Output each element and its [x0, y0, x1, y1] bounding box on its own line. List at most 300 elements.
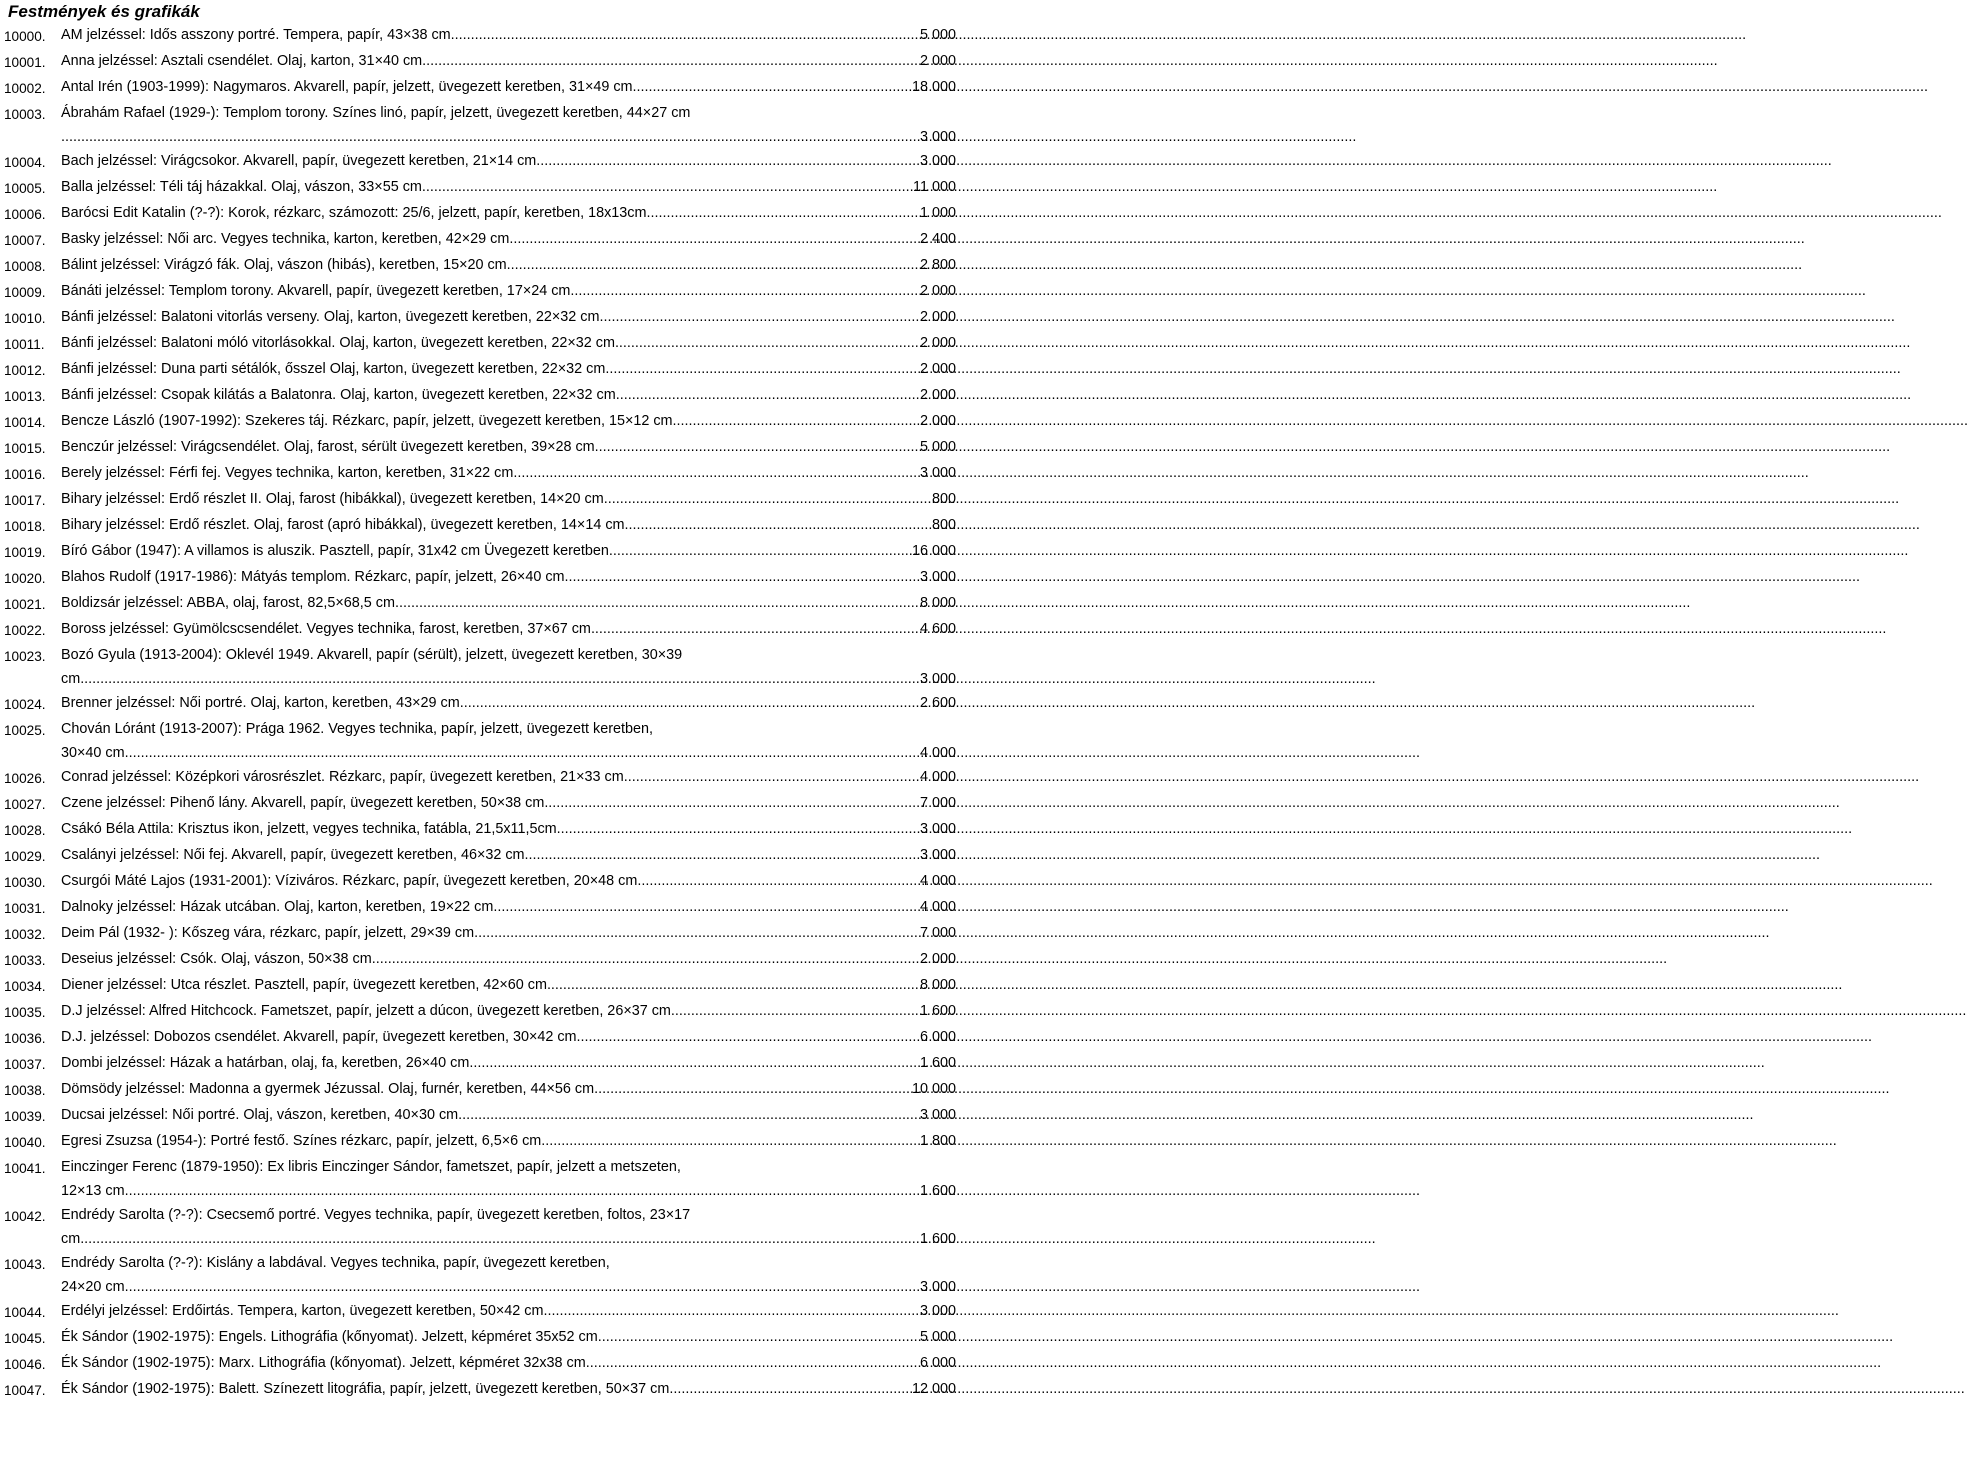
lot-item: [4, 765, 956, 791]
lot-item: [4, 791, 956, 817]
description-text: Antal Irén (1903-1999): Nagymaros. Akvarell, papír, jelzett, üvegezett keretben, 31×49 cm: [61, 79, 633, 95]
dot-leader: [565, 565, 920, 589]
dot-leader: [458, 1103, 920, 1127]
lot-description: [61, 331, 956, 355]
lot-description: [61, 947, 956, 971]
lot-item: [4, 101, 956, 149]
description-line: [61, 279, 956, 303]
lot-item: [4, 1325, 956, 1351]
lot-description: [61, 617, 956, 641]
lot-price: 2 800: [919, 257, 956, 273]
lot-number: 10007.: [4, 233, 46, 248]
lot-item: [4, 1377, 956, 1403]
lot-description: [61, 869, 956, 893]
lot-item: [4, 947, 956, 973]
lot-item: [4, 487, 956, 513]
lot-price: 4 600: [919, 621, 956, 637]
lot-price: 3 000: [919, 465, 956, 481]
lot-item: [4, 331, 956, 357]
dot-leader: [570, 279, 920, 303]
lot-description: [61, 1129, 956, 1153]
description-line: [61, 409, 956, 433]
lot-description: [61, 791, 956, 815]
lot-price: 800: [931, 517, 956, 533]
lot-price: 2 000: [919, 309, 956, 325]
lot-number: 10023.: [4, 649, 46, 664]
description-line: [61, 1377, 956, 1401]
lot-description: [61, 765, 956, 789]
description-line: [61, 947, 956, 971]
description-line: [61, 565, 956, 589]
lot-price: 1 600: [919, 1055, 956, 1071]
description-line: [61, 741, 956, 765]
lot-item: [4, 227, 956, 253]
description-line: [61, 869, 956, 893]
description-line: [61, 999, 956, 1023]
lot-price: 2 400: [919, 231, 956, 247]
lot-price: 1 800: [919, 1133, 956, 1149]
lot-price: 10 000: [911, 1081, 956, 1097]
description-text: Berely jelzéssel: Férfi fej. Vegyes technika, karton, keretben, 31×22 cm: [61, 465, 514, 481]
lot-item: [4, 691, 956, 717]
lot-item: [4, 869, 956, 895]
description-line: [61, 1025, 956, 1049]
lot-description: [61, 435, 956, 459]
dot-leader: [125, 1275, 920, 1299]
lot-item: [4, 149, 956, 175]
lot-list: [4, 23, 956, 1403]
description-line: [61, 331, 956, 355]
dot-leader: [474, 921, 920, 945]
lot-price: 2 000: [919, 335, 956, 351]
lot-number: 10044.: [4, 1305, 46, 1320]
lot-description: [61, 843, 956, 867]
lot-number: 10003.: [4, 107, 46, 122]
lot-item: [4, 643, 956, 691]
lot-price: 7 000: [919, 795, 956, 811]
dot-leader: [625, 513, 932, 537]
lot-price: 3 000: [919, 821, 956, 837]
lot-number: 10041.: [4, 1161, 46, 1176]
dot-leader: [125, 1179, 920, 1203]
lot-number: 10025.: [4, 723, 46, 738]
description-line: [61, 227, 956, 251]
description-line: [61, 591, 956, 615]
description-line: [61, 357, 956, 381]
description-text: Balla jelzéssel: Téli táj házakkal. Olaj, vászon, 33×55 cm: [61, 179, 422, 195]
dot-leader: [613, 539, 912, 563]
description-line: [61, 539, 956, 563]
description-text: Bánfi jelzéssel: Balatoni vitorlás verseny. Olaj, karton, üvegezett keretben, 22×32 cm: [61, 309, 600, 325]
lot-description: [61, 895, 956, 919]
lot-description: [61, 23, 956, 47]
lot-description: [61, 357, 956, 381]
lot-number: 10037.: [4, 1057, 46, 1072]
description-text: Erdélyi jelzéssel: Erdőirtás. Tempera, karton, üvegezett keretben, 50×42 cm: [61, 1303, 544, 1319]
description-line: [61, 435, 956, 459]
dot-leader: [525, 843, 920, 867]
lot-item: [4, 435, 956, 461]
lot-description: [61, 487, 956, 511]
description-line: [61, 1103, 956, 1127]
lot-item: [4, 1129, 956, 1155]
lot-description: [61, 279, 956, 303]
description-text: 24×20 cm: [61, 1279, 125, 1295]
dot-leader: [507, 253, 920, 277]
lot-item: [4, 75, 956, 101]
description-text: Deseius jelzéssel: Csók. Olaj, vászon, 50×38 cm: [61, 951, 372, 967]
description-line: [61, 1251, 956, 1275]
lot-price: 1 600: [919, 1183, 956, 1199]
description-text: 30×40 cm: [61, 745, 125, 761]
description-line: [61, 1275, 956, 1299]
description-text: Bánfi jelzéssel: Duna parti sétálók, ősszel Olaj, karton, üvegezett keretben, 22×32 cm: [61, 361, 606, 377]
lot-item: [4, 817, 956, 843]
lot-number: 10027.: [4, 797, 46, 812]
lot-price: 3 000: [919, 569, 956, 585]
lot-description: [61, 461, 956, 485]
description-text: cm: [61, 671, 81, 687]
description-line: [61, 23, 956, 47]
description-line: [61, 817, 956, 841]
description-text: Bach jelzéssel: Virágcsokor. Akvarell, papír, üvegezett keretben, 21×14 cm: [61, 153, 537, 169]
lot-description: [61, 1203, 956, 1251]
lot-price: 1 000: [919, 205, 956, 221]
lot-item: [4, 201, 956, 227]
description-text: Chován Lóránt (1913-2007): Prága 1962. Vegyes technika, papír, jelzett, üvegezett keretben,: [61, 721, 654, 737]
dot-leader: [372, 947, 920, 971]
lot-number: 10022.: [4, 623, 46, 638]
description-text: Ducsai jelzéssel: Női portré. Olaj, vászon, keretben, 40×30 cm: [61, 1107, 459, 1123]
lot-description: [61, 1155, 956, 1203]
lot-description: [61, 643, 956, 691]
lot-price: 4 000: [919, 873, 956, 889]
lot-item: [4, 279, 956, 305]
lot-price: 1 600: [919, 1231, 956, 1247]
lot-item: [4, 591, 956, 617]
lot-number: 10039.: [4, 1109, 46, 1124]
lot-number: 10032.: [4, 927, 46, 942]
lot-description: [61, 75, 956, 99]
dot-leader: [61, 125, 920, 149]
catalog-page: [0, 1, 960, 1403]
description-line: [61, 617, 956, 641]
description-text: Csurgói Máté Lajos (1931-2001): Víziváros. Rézkarc, papír, üvegezett keretben, 20×48 cm: [61, 873, 638, 889]
lot-price: 6 000: [919, 1355, 956, 1371]
description-line: [61, 125, 956, 149]
lot-price: 2 000: [919, 413, 956, 429]
lot-description: [61, 921, 956, 945]
lot-price: 2 000: [919, 361, 956, 377]
description-line: [61, 1203, 956, 1227]
lot-price: 12 000: [911, 1381, 956, 1397]
description-text: Conrad jelzéssel: Középkori városrészlet. Rézkarc, papír, üvegezett keretben, 21×33 cm: [61, 769, 624, 785]
description-line: [61, 765, 956, 789]
dot-leader: [451, 23, 920, 47]
dot-leader: [80, 667, 920, 691]
lot-description: [61, 973, 956, 997]
lot-item: [4, 23, 956, 49]
lot-number: 10021.: [4, 597, 46, 612]
description-text: Dömsödy jelzéssel: Madonna a gyermek Jézussal. Olaj, furnér, keretben, 44×56 cm: [61, 1081, 595, 1097]
lot-number: 10004.: [4, 155, 46, 170]
dot-leader: [624, 765, 920, 789]
dot-leader: [422, 175, 913, 199]
description-text: Ábrahám Rafael (1929-): Templom torony. Színes linó, papír, jelzett, üvegezett keretben, 44×27 cm: [61, 105, 691, 121]
lot-item: [4, 1077, 956, 1103]
lot-item: [4, 253, 956, 279]
lot-item: [4, 717, 956, 765]
description-line: [61, 1129, 956, 1153]
description-text: Ék Sándor (1902-1975): Balett. Színezett litográfia, papír, jelzett, üvegezett keretben, 50×37 cm: [61, 1381, 670, 1397]
lot-price: 3 000: [919, 1279, 956, 1295]
dot-leader: [616, 383, 920, 407]
lot-price: 5 000: [919, 1329, 956, 1345]
lot-description: [61, 1025, 956, 1049]
dot-leader: [598, 1325, 920, 1349]
lot-item: [4, 305, 956, 331]
lot-price: 18 000: [911, 79, 956, 95]
lot-description: [61, 1051, 956, 1075]
lot-description: [61, 513, 956, 537]
lot-description: [61, 149, 956, 173]
lot-item: [4, 1299, 956, 1325]
lot-item: [4, 1155, 956, 1203]
description-line: [61, 49, 956, 73]
lot-price: 2 000: [919, 951, 956, 967]
description-text: Endrédy Sarolta (?-?): Kislány a labdával. Vegyes technika, papír, üvegezett keretben,: [61, 1255, 610, 1271]
lot-number: 10042.: [4, 1209, 46, 1224]
dot-leader: [604, 487, 932, 511]
lot-item: [4, 1351, 956, 1377]
lot-price: 8 000: [919, 977, 956, 993]
lot-number: 10043.: [4, 1257, 46, 1272]
lot-number: 10034.: [4, 979, 46, 994]
lot-description: [61, 1377, 956, 1401]
dot-leader: [595, 435, 920, 459]
lot-price: 3 000: [919, 1303, 956, 1319]
description-line: [61, 1051, 956, 1075]
dot-leader: [544, 791, 920, 815]
dot-leader: [80, 1227, 920, 1251]
description-text: Bánfi jelzéssel: Balatoni móló vitorlásokkal. Olaj, karton, üvegezett keretben, 22×32 cm: [61, 335, 615, 351]
dot-leader: [543, 1299, 920, 1323]
description-text: D.J jelzéssel: Alfred Hitchcock. Fametszet, papír, jelzett a dúcon, üvegezett keretben, 26×37 cm: [61, 1003, 671, 1019]
dot-leader: [577, 1025, 920, 1049]
dot-leader: [669, 1377, 912, 1401]
description-text: Bíró Gábor (1947): A villamos is aluszik. Pasztell, papír, 31x42 cm Üvegezett keretben.: [61, 543, 613, 559]
lot-description: [61, 1351, 956, 1375]
lot-price: 2 000: [919, 283, 956, 299]
lot-description: [61, 565, 956, 589]
lot-number: 10038.: [4, 1083, 46, 1098]
description-text: Diener jelzéssel: Utca részlet. Pasztell, papír, üvegezett keretben, 42×60 cm: [61, 977, 547, 993]
lot-price: 3 000: [919, 153, 956, 169]
dot-leader: [599, 305, 920, 329]
lot-number: 10002.: [4, 81, 46, 96]
lot-number: 10017.: [4, 493, 46, 508]
description-text: Czene jelzéssel: Pihenő lány. Akvarell, papír, üvegezett keretben, 50×38 cm: [61, 795, 545, 811]
description-text: Boldizsár jelzéssel: ABBA, olaj, farost, 82,5×68,5 cm: [61, 595, 395, 611]
lot-number: 10040.: [4, 1135, 46, 1150]
description-text: Egresi Zsuzsa (1954-): Portré festő. Színes rézkarc, papír, jelzett, 6,5×6 cm: [61, 1133, 542, 1149]
lot-description: [61, 591, 956, 615]
lot-number: 10006.: [4, 207, 46, 222]
lot-description: [61, 1077, 956, 1101]
lot-number: 10029.: [4, 849, 46, 864]
lot-description: [61, 409, 956, 433]
description-line: [61, 1155, 956, 1179]
lot-item: [4, 383, 956, 409]
lot-number: 10020.: [4, 571, 46, 586]
lot-number: 10031.: [4, 901, 46, 916]
description-line: [61, 973, 956, 997]
lot-price: 3 000: [919, 847, 956, 863]
description-line: [61, 253, 956, 277]
lot-description: [61, 383, 956, 407]
description-text: Dalnoky jelzéssel: Házak utcában. Olaj, karton, keretben, 19×22 cm: [61, 899, 494, 915]
lot-number: 10019.: [4, 545, 46, 560]
description-text: Bihary jelzéssel: Erdő részlet II. Olaj, farost (hibákkal), üvegezett keretben, 14×20 cm: [61, 491, 604, 507]
lot-number: 10015.: [4, 441, 46, 456]
lot-description: [61, 201, 956, 225]
lot-item: [4, 49, 956, 75]
lot-number: 10046.: [4, 1357, 46, 1372]
dot-leader: [586, 1351, 920, 1375]
lot-item: [4, 513, 956, 539]
lot-price: 6 000: [919, 1029, 956, 1045]
lot-item: [4, 409, 956, 435]
lot-number: 10009.: [4, 285, 46, 300]
dot-leader: [395, 591, 920, 615]
lot-number: 10011.: [4, 337, 45, 352]
lot-description: [61, 1325, 956, 1349]
lot-number: 10036.: [4, 1031, 46, 1046]
dot-leader: [536, 149, 920, 173]
dot-leader: [547, 973, 920, 997]
description-line: [61, 921, 956, 945]
dot-leader: [125, 741, 920, 765]
description-text: Bálint jelzéssel: Virágzó fák. Olaj, vászon (hibás), keretben, 15×20 cm: [61, 257, 507, 273]
description-text: AM jelzéssel: Idős asszony portré. Tempera, papír, 43×38 cm: [61, 27, 451, 43]
lot-number: 10001.: [4, 55, 46, 70]
lot-price: 4 000: [919, 899, 956, 915]
lot-description: [61, 717, 956, 765]
lot-price: 3 000: [919, 129, 956, 145]
lot-item: [4, 539, 956, 565]
description-text: Benczúr jelzéssel: Virágcsendélet. Olaj, farost, sérült üvegezett keretben, 39×28 cm: [61, 439, 595, 455]
description-line: [61, 1299, 956, 1323]
lot-price: 2 600: [919, 695, 956, 711]
description-line: [61, 461, 956, 485]
description-line: [61, 175, 956, 199]
description-line: [61, 201, 956, 225]
dot-leader: [460, 691, 920, 715]
description-line: [61, 513, 956, 537]
lot-price: 3 000: [919, 1107, 956, 1123]
lot-price: 1 600: [919, 1003, 956, 1019]
lot-number: 10000.: [4, 29, 46, 44]
description-line: [61, 667, 956, 691]
lot-price: 5 000: [919, 439, 956, 455]
description-text: Basky jelzéssel: Női arc. Vegyes technika, karton, keretben, 42×29 cm: [61, 231, 510, 247]
dot-leader: [422, 49, 920, 73]
lot-number: 10012.: [4, 363, 46, 378]
description-text: Csákó Béla Attila: Krisztus ikon, jelzett, vegyes technika, fatábla, 21,5x11,5cm: [61, 821, 557, 837]
lot-price: 4 000: [919, 769, 956, 785]
dot-leader: [673, 409, 920, 433]
description-text: Ék Sándor (1902-1975): Engels. Lithográfia (kőnyomat). Jelzett, képméret 35x52 cm: [61, 1329, 598, 1345]
lot-number: 10014.: [4, 415, 46, 430]
lot-item: [4, 1025, 956, 1051]
description-line: [61, 717, 956, 741]
lot-number: 10030.: [4, 875, 46, 890]
dot-leader: [615, 331, 920, 355]
lot-item: [4, 617, 956, 643]
description-text: Brenner jelzéssel: Női portré. Olaj, karton, keretben, 43×29 cm: [61, 695, 460, 711]
lot-price: 8 000: [919, 595, 956, 611]
lot-price: 2 000: [919, 53, 956, 69]
lot-item: [4, 1051, 956, 1077]
lot-item: [4, 895, 956, 921]
dot-leader: [509, 227, 920, 251]
lot-description: [61, 305, 956, 329]
description-line: [61, 1227, 956, 1251]
description-text: Bozó Gyula (1913-2004): Oklevél 1949. Akvarell, papír (sérült), jelzett, üvegezett keretben, 30×39: [61, 647, 683, 663]
lot-description: [61, 999, 956, 1023]
lot-price: 3 000: [919, 671, 956, 687]
lot-description: [61, 253, 956, 277]
dot-leader: [633, 75, 912, 99]
dot-leader: [605, 357, 920, 381]
description-text: Deim Pál (1932- ): Kőszeg vára, rézkarc, papír, jelzett, 29×39 cm: [61, 925, 475, 941]
lot-description: [61, 175, 956, 199]
description-text: Dombi jelzéssel: Házak a határban, olaj, fa, keretben, 26×40 cm: [61, 1055, 470, 1071]
description-text: 12×13 cm: [61, 1183, 125, 1199]
description-text: Bánáti jelzéssel: Templom torony. Akvarell, papír, üvegezett keretben, 17×24 cm: [61, 283, 571, 299]
section-heading: Festmények és grafikák: [8, 2, 200, 21]
dot-leader: [594, 1077, 912, 1101]
lot-number: 10008.: [4, 259, 46, 274]
description-line: [61, 643, 956, 667]
lot-number: 10005.: [4, 181, 46, 196]
description-text: Blahos Rudolf (1917-1986): Mátyás templom. Rézkarc, papír, jelzett, 26×40 cm: [61, 569, 565, 585]
description-text: D.J. jelzéssel: Dobozos csendélet. Akvarell, papír, üvegezett keretben, 30×42 cm: [61, 1029, 577, 1045]
description-text: Endrédy Sarolta (?-?): Csecsemő portré. Vegyes technika, papír, üvegezett keretben, foltos, 23×17: [61, 1207, 691, 1223]
lot-item: [4, 357, 956, 383]
lot-description: [61, 227, 956, 251]
lot-item: [4, 461, 956, 487]
dot-leader: [671, 999, 920, 1023]
dot-leader: [591, 617, 920, 641]
description-text: Einczinger Ferenc (1879-1950): Ex libris Einczinger Sándor, fametszet, papír, jelzett a metszeten,: [61, 1159, 681, 1175]
description-text: Ék Sándor (1902-1975): Marx. Lithográfia (kőnyomat). Jelzett, képméret 32x38 cm: [61, 1355, 586, 1371]
lot-item: [4, 921, 956, 947]
lot-description: [61, 539, 956, 563]
description-text: cm: [61, 1231, 81, 1247]
lot-number: 10016.: [4, 467, 46, 482]
lot-price: 2 000: [919, 387, 956, 403]
lot-price: 7 000: [919, 925, 956, 941]
dot-leader: [493, 895, 920, 919]
dot-leader: [557, 817, 920, 841]
description-text: Bánfi jelzéssel: Csopak kilátás a Balatonra. Olaj, karton, üvegezett keretben, 22×32 cm: [61, 387, 616, 403]
lot-item: [4, 1203, 956, 1251]
dot-leader: [469, 1051, 920, 1075]
description-line: [61, 487, 956, 511]
dot-leader: [541, 1129, 920, 1153]
description-text: Anna jelzéssel: Asztali csendélet. Olaj, karton, 31×40 cm: [61, 53, 423, 69]
